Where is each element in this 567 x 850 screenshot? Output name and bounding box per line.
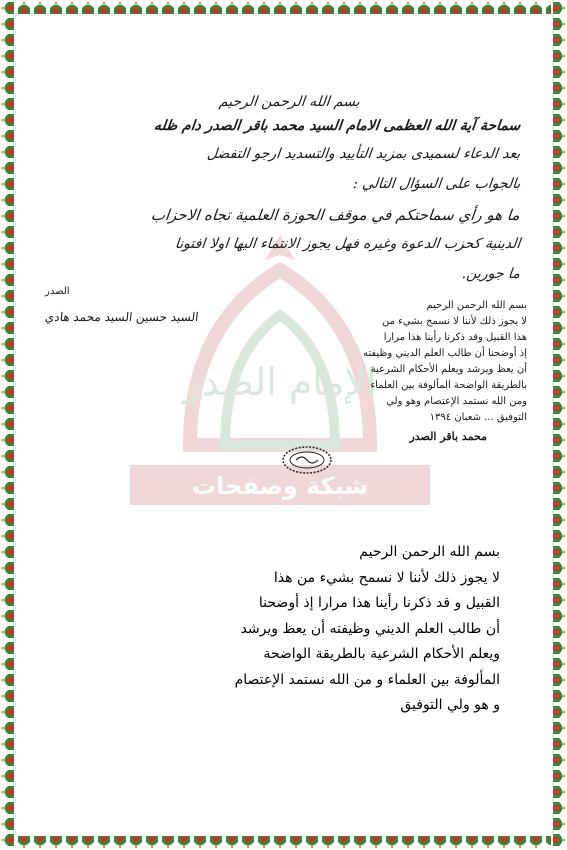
border-motif-icon [416, 834, 432, 850]
border-motif-icon [0, 112, 16, 128]
border-motif-icon [0, 512, 16, 528]
border-motif-icon [192, 834, 208, 850]
border-motif-icon [551, 416, 567, 432]
border-motif-icon [464, 0, 480, 16]
border-motif-icon [336, 0, 352, 16]
border-motif-icon [551, 352, 567, 368]
border-motif-icon [0, 320, 16, 336]
border-motif-icon [551, 48, 567, 64]
border-motif-icon [551, 528, 567, 544]
border-motif-icon [0, 272, 16, 288]
border-motif-icon [352, 0, 368, 16]
border-motif-icon [0, 16, 16, 32]
border-motif-icon [448, 0, 464, 16]
watermark-sub-text: شبكة وصفحات [191, 472, 369, 500]
border-motif-icon [551, 64, 567, 80]
border-motif-icon [0, 720, 16, 736]
border-motif-icon [0, 128, 16, 144]
border-motif-icon [176, 834, 192, 850]
border-motif-icon [0, 96, 16, 112]
handwritten-question-line: ما هو رأي سماحتكم في موقف الحوزة العلمية تجاه الاحزاب [150, 206, 521, 224]
border-motif-icon [512, 834, 528, 850]
border-motif-icon [551, 448, 567, 464]
border-motif-icon [551, 544, 567, 560]
border-motif-icon [432, 834, 448, 850]
border-motif-icon [0, 816, 16, 832]
border-motif-icon [0, 768, 16, 784]
border-motif-icon [336, 834, 352, 850]
border-motif-icon [551, 384, 567, 400]
typed-line: أن طالب العلم الديني وظيفته أن يعظ ويرشد [240, 620, 500, 637]
border-motif-icon [0, 400, 16, 416]
border-motif-icon [512, 0, 528, 16]
border-motif-icon [0, 576, 16, 592]
border-motif-icon [32, 0, 48, 16]
watermark-main-text: الإمام الصدر [183, 360, 377, 404]
border-motif-icon [551, 16, 567, 32]
border-motif-icon [144, 0, 160, 16]
border-motif-icon [0, 384, 16, 400]
reply-line: هذا القبيل وقد ذكرنا رأينا هذا مرارا [383, 332, 527, 343]
typed-line: المألوفة بين العلماء و من الله نستمد الإعتصام [234, 671, 500, 688]
border-motif-icon [551, 224, 567, 240]
border-motif-icon [464, 834, 480, 850]
border-motif-icon [320, 834, 336, 850]
handwritten-line: بعد الدعاء لسميدى بمزيد التأييد والتسديد ارجو التفضل [205, 146, 521, 162]
border-motif-icon [0, 448, 16, 464]
border-motif-icon [96, 834, 112, 850]
border-motif-icon [551, 704, 567, 720]
border-motif-icon [0, 432, 16, 448]
border-motif-icon [551, 368, 567, 384]
border-motif-icon [224, 834, 240, 850]
border-motif-icon [0, 192, 16, 208]
border-motif-icon [551, 752, 567, 768]
border-motif-icon [551, 832, 567, 848]
decorative-border-right [551, 0, 567, 850]
typed-line: و هو ولي التوفيق [400, 697, 500, 713]
border-motif-icon [551, 272, 567, 288]
border-motif-icon [0, 240, 16, 256]
border-motif-icon [551, 304, 567, 320]
border-motif-icon [0, 224, 16, 240]
seal-stamp-icon [280, 445, 335, 475]
border-motif-icon [551, 160, 567, 176]
border-motif-icon [480, 834, 496, 850]
border-motif-icon [0, 32, 16, 48]
border-motif-icon [384, 834, 400, 850]
border-motif-icon [0, 144, 16, 160]
border-motif-icon [288, 834, 304, 850]
typed-line: ويعلم الأحكام الشرعية بالطريقة الواضحة [263, 646, 500, 662]
border-motif-icon [0, 688, 16, 704]
border-motif-icon [352, 834, 368, 850]
reply-line: لا يجوز ذلك لأننا لا نسمح بشيء من [381, 316, 527, 327]
border-motif-icon [128, 0, 144, 16]
signature-mark: الصدر [45, 286, 70, 297]
border-motif-icon [160, 834, 176, 850]
handwritten-reply [307, 300, 527, 450]
border-motif-icon [0, 496, 16, 512]
border-motif-icon [551, 688, 567, 704]
border-motif-icon [48, 0, 64, 16]
border-motif-icon [208, 834, 224, 850]
handwritten-line: بالجواب على السؤال التالي : [351, 176, 521, 192]
border-motif-icon [0, 656, 16, 672]
border-motif-icon [551, 320, 567, 336]
border-motif-icon [551, 336, 567, 352]
border-motif-icon [496, 0, 512, 16]
border-motif-icon [112, 834, 128, 850]
border-motif-icon [551, 400, 567, 416]
border-motif-icon [16, 834, 32, 850]
border-motif-icon [160, 0, 176, 16]
typed-line: القبيل و قد ذكرنا رأينا هذا مرارا إذ أوضحنا [258, 595, 500, 611]
border-motif-icon [551, 800, 567, 816]
typed-transcription [60, 540, 500, 719]
border-motif-icon [0, 832, 16, 848]
border-motif-icon [304, 0, 320, 16]
border-motif-icon [320, 0, 336, 16]
border-motif-icon [551, 96, 567, 112]
border-motif-icon [48, 834, 64, 850]
border-motif-icon [16, 0, 32, 16]
border-motif-icon [400, 0, 416, 16]
border-motif-icon [0, 592, 16, 608]
border-motif-icon [0, 64, 16, 80]
handwritten-salutation: سماحة آية الله العظمى الامام السيد محمد باقر الصدر دام ظله [152, 118, 521, 134]
border-motif-icon [96, 0, 112, 16]
border-motif-icon [0, 608, 16, 624]
typed-basmala: بسم الله الرحمن الرحيم [359, 544, 500, 560]
border-motif-icon [0, 0, 16, 16]
border-motif-icon [0, 464, 16, 480]
border-motif-icon [551, 144, 567, 160]
border-motif-icon [0, 672, 16, 688]
reply-line: التوفيق ... شعبان ١٣٩٤ [429, 412, 527, 423]
handwritten-question-line: ما جورين. [461, 266, 521, 282]
border-motif-icon [480, 0, 496, 16]
border-motif-icon [128, 834, 144, 850]
border-motif-icon [551, 656, 567, 672]
border-motif-icon [416, 0, 432, 16]
border-motif-icon [551, 480, 567, 496]
border-motif-icon [551, 240, 567, 256]
decorative-border-top [0, 0, 567, 16]
border-motif-icon [0, 560, 16, 576]
border-motif-icon [0, 304, 16, 320]
border-motif-icon [551, 512, 567, 528]
border-motif-icon [176, 0, 192, 16]
reply-line: أن يعظ ويرشد ويعلم الأحكام الشرعية [370, 364, 527, 375]
reply-line: إذ أوضحنا أن طالب العلم الديني وظيفته [363, 348, 527, 359]
reply-line: ومن الله نستمد الإعتصام وهو ولي [386, 396, 527, 407]
reply-signature: محمد باقر الصدر [409, 430, 487, 443]
border-motif-icon [80, 0, 96, 16]
border-motif-icon [0, 800, 16, 816]
border-motif-icon [432, 0, 448, 16]
border-motif-icon [80, 834, 96, 850]
border-motif-icon [256, 0, 272, 16]
border-motif-icon [0, 336, 16, 352]
border-motif-icon [528, 834, 544, 850]
border-motif-icon [368, 834, 384, 850]
border-motif-icon [144, 834, 160, 850]
border-motif-icon [0, 416, 16, 432]
border-motif-icon [551, 816, 567, 832]
border-motif-icon [551, 608, 567, 624]
border-motif-icon [0, 48, 16, 64]
border-motif-icon [0, 784, 16, 800]
border-motif-icon [551, 288, 567, 304]
border-motif-icon [192, 0, 208, 16]
border-motif-icon [32, 834, 48, 850]
border-motif-icon [551, 0, 567, 16]
decorative-border-bottom [0, 834, 567, 850]
border-motif-icon [448, 834, 464, 850]
border-motif-icon [551, 560, 567, 576]
typed-line: لا يجوز ذلك لأننا لا نسمح بشيء من هذا [273, 569, 500, 586]
border-motif-icon [551, 672, 567, 688]
border-motif-icon [0, 624, 16, 640]
border-motif-icon [0, 480, 16, 496]
border-motif-icon [551, 80, 567, 96]
handwritten-question-line: الدينية كحزب الدعوة وغيره فهل يجوز الانتماء اليها اولا افتونا [173, 236, 521, 252]
border-motif-icon [0, 208, 16, 224]
border-motif-icon [551, 192, 567, 208]
handwritten-basmala: بسم الله الرحمن الرحيم [218, 94, 361, 110]
border-motif-icon [224, 0, 240, 16]
border-motif-icon [112, 0, 128, 16]
border-motif-icon [0, 288, 16, 304]
decorative-border-left [0, 0, 16, 850]
border-motif-icon [0, 160, 16, 176]
border-motif-icon [551, 128, 567, 144]
border-motif-icon [368, 0, 384, 16]
border-motif-icon [304, 834, 320, 850]
border-motif-icon [551, 32, 567, 48]
border-motif-icon [272, 0, 288, 16]
border-motif-icon [64, 834, 80, 850]
border-motif-icon [384, 0, 400, 16]
reply-line: بالطريقة الواضحة المألوفة بين العلماء [370, 380, 527, 391]
border-motif-icon [0, 368, 16, 384]
border-motif-icon [551, 640, 567, 656]
border-motif-icon [0, 80, 16, 96]
border-motif-icon [551, 592, 567, 608]
border-motif-icon [551, 208, 567, 224]
border-motif-icon [551, 464, 567, 480]
border-motif-icon [288, 0, 304, 16]
border-motif-icon [551, 576, 567, 592]
signature-name: السيد حسين السيد محمد هادي [44, 310, 200, 324]
border-motif-icon [528, 0, 544, 16]
border-motif-icon [551, 736, 567, 752]
border-motif-icon [256, 834, 272, 850]
border-motif-icon [551, 624, 567, 640]
border-motif-icon [551, 720, 567, 736]
reply-line: بسم الله الرحمن الرحيم [426, 300, 527, 311]
border-motif-icon [551, 768, 567, 784]
border-motif-icon [400, 834, 416, 850]
border-motif-icon [64, 0, 80, 16]
border-motif-icon [551, 496, 567, 512]
border-motif-icon [0, 704, 16, 720]
border-motif-icon [551, 432, 567, 448]
border-motif-icon [551, 112, 567, 128]
border-motif-icon [0, 736, 16, 752]
border-motif-icon [272, 834, 288, 850]
border-motif-icon [551, 784, 567, 800]
border-motif-icon [0, 176, 16, 192]
border-motif-icon [240, 834, 256, 850]
border-motif-icon [0, 256, 16, 272]
border-motif-icon [0, 544, 16, 560]
border-motif-icon [0, 352, 16, 368]
border-motif-icon [0, 640, 16, 656]
border-motif-icon [0, 752, 16, 768]
border-motif-icon [551, 176, 567, 192]
border-motif-icon [551, 256, 567, 272]
border-motif-icon [240, 0, 256, 16]
border-motif-icon [496, 834, 512, 850]
border-motif-icon [208, 0, 224, 16]
border-motif-icon [0, 528, 16, 544]
